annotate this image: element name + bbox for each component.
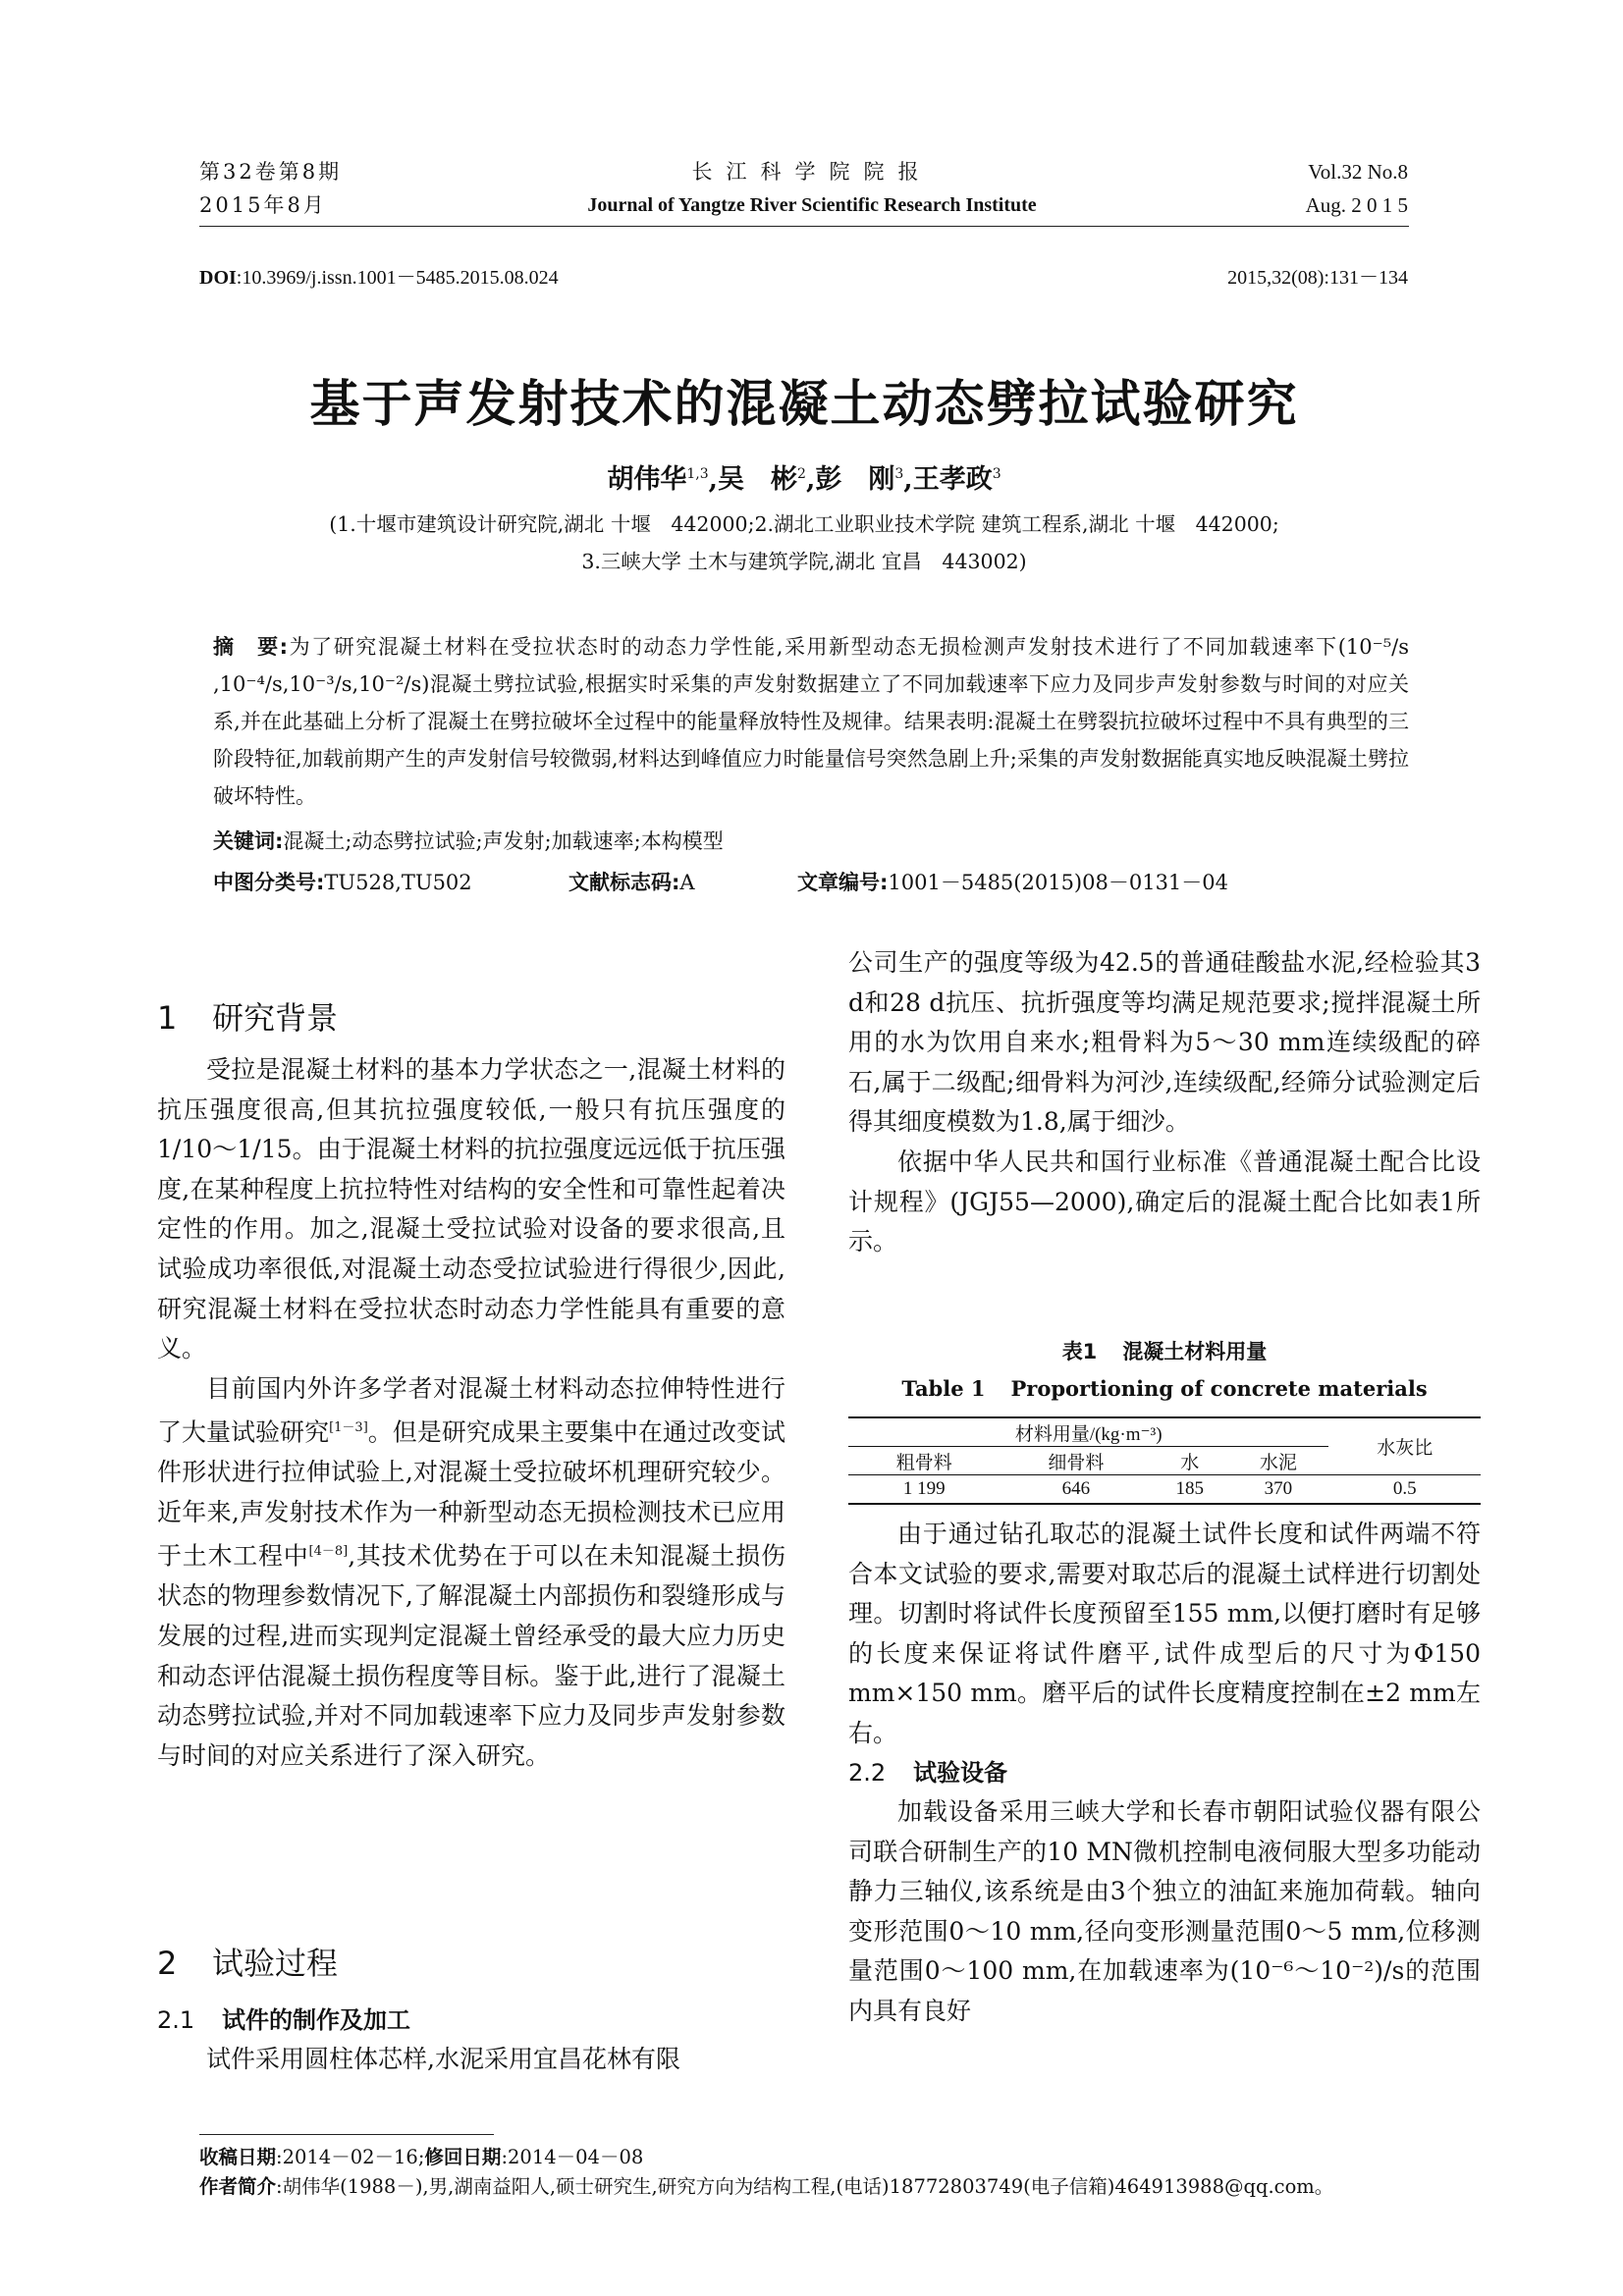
paragraph: 加载设备采用三峡大学和长春市朝阳试验仪器有限公司联合研制生产的10 MN微机控制电液伺服大型多功能动静力三轴仪,该系统是由3个独立的油缸来施加荷载。轴向变形范围0～10 mm,径向变形测量范围0～5 mm,位移测量范围0～100 mm,在加载速率为(10⁻⁶～10⁻²)/s的范围内具有良好 xyxy=(848,1797,1481,2025)
author: 王孝政 xyxy=(912,464,993,495)
header-rule xyxy=(199,226,1409,227)
table-cell: 0.5 xyxy=(1328,1475,1481,1505)
author-bio-label: 作者简介 xyxy=(199,2175,277,2198)
section-1-body xyxy=(157,1050,785,1776)
table-header: 粗骨料 xyxy=(848,1447,1001,1475)
citation: 2015,32(08):131－134 xyxy=(1227,267,1408,289)
doi-label: DOI xyxy=(199,267,237,289)
journal-name xyxy=(452,155,1172,222)
article-no-value: 1001－5485(2015)08－0131－04 xyxy=(888,871,1229,894)
received-label: 收稿日期 xyxy=(199,2146,277,2168)
date-en: Aug. 2 0 1 5 xyxy=(1305,193,1408,217)
revised-label: 修回日期 xyxy=(424,2146,502,2168)
affiliation-line: (1.十堰市建筑设计研究院,湖北 十堰 442000;2.湖北工业职业技术学院 建筑工程系,湖北 十堰 442000; xyxy=(329,512,1279,536)
received-date: :2014－02－16; xyxy=(276,2146,425,2168)
subsection-2-1-body xyxy=(157,2040,785,2080)
affiliations xyxy=(199,506,1409,580)
paragraph: 依据中华人民共和国行业标准《普通混凝土配合比设计规程》(JGJ55—2000),确定后的混凝土配合比如表1所示。 xyxy=(848,1147,1481,1256)
table-group-header: 材料用量/(kg·m⁻³) xyxy=(848,1417,1328,1447)
table-cell: 185 xyxy=(1152,1475,1227,1505)
section-number: 2 xyxy=(157,1945,178,1982)
subsection-2-1-heading xyxy=(157,2001,410,2035)
keywords-label: 关键词: xyxy=(213,829,284,853)
table-caption-zh: 表1 混凝土材料用量 xyxy=(1061,1340,1268,1363)
author-list: 胡伟华$^{1,3}$,吴 彬$^2$,彭 刚$^3$,王孝政$^3$ xyxy=(607,464,1001,495)
clc-label: 中图分类号: xyxy=(213,871,325,894)
abstract-label: 摘 要: xyxy=(213,635,289,659)
author: 胡伟华 xyxy=(607,464,687,495)
paragraph: 由于通过钻孔取芯的混凝土试件长度和试件两端不符合本文试验的要求,需要对取芯后的混凝土试样进行切割处理。切割时将试件长度预留至155 mm,以便打磨时有足够的长度来保证将试件磨平,试件成型后的尺寸为Φ150 mm×150 mm。磨平后的试件长度精度控制在±2 mm左右。 xyxy=(848,1520,1481,1747)
author-bio xyxy=(199,2172,1409,2202)
volume-issue-en: Vol.32 No.8 xyxy=(1308,160,1408,184)
table-caption-en: Table 1 Proportioning of concrete materials xyxy=(901,1376,1428,1401)
journal-name-zh: 长江科学院院报 xyxy=(691,160,933,184)
paragraph: 试件采用圆柱体芯样,水泥采用宜昌花林有限 xyxy=(206,2045,680,2073)
revised-date: :2014－04－08 xyxy=(501,2146,644,2168)
doi xyxy=(199,261,559,290)
journal-issue xyxy=(199,155,342,222)
author-affil-mark: 2 xyxy=(797,466,806,482)
paper-title: 基于声发射技术的混凝土动态劈拉试验研究 xyxy=(309,375,1299,434)
section-title: 研究背景 xyxy=(212,999,339,1037)
table-header: 水 xyxy=(1152,1447,1227,1475)
citation-ref: [1－3] xyxy=(329,1420,368,1436)
doc-code-value: A xyxy=(679,871,695,894)
footnote-rule xyxy=(199,2134,494,2135)
paragraph: 受拉是混凝土材料的基本力学状态之一,混凝土材料的抗压强度很高,但其抗拉强度较低,一般只有抗压强度的1/10～1/15。由于混凝土材料的抗拉强度远远低于抗压强度,在某种程度上抗拉特性对结构的安全性和可靠性起着决定性的作用。加之,混凝土受拉试验对设备的要求很高,且试验成功率很低,对混凝土动态受拉试验进行得很少,因此,研究混凝土材料在受拉状态时动态力学性能具有重要的意义。 xyxy=(157,1055,785,1363)
footnote xyxy=(199,2143,1409,2202)
article-no-label: 文章编号: xyxy=(797,871,889,894)
affiliation-line: 3.三峡大学 土木与建筑学院,湖北 宜昌 443002) xyxy=(581,550,1027,573)
table-cell: 370 xyxy=(1227,1475,1328,1505)
abstract-text: 为了研究混凝土材料在受拉状态时的动态力学性能,采用新型动态无损检测声发射技术进行了不同加载速率下(10⁻⁵/s ,10⁻⁴/s,10⁻³/s,10⁻²/s)混凝土劈拉试验,根据实时采集的声发射数据建立了不同加载速率下应力及同步声发射参数与时间的对应关系,并在此基础上分析了混凝土在劈拉破坏全过程中的能量释放特性及规律。结果表明:混凝土在劈裂抗拉破坏过程中不具有典型的三阶段特征,加载前期产生的声发射信号较微弱,材料达到峰值应力时能量信号突然急剧上升;采集的声发射数据能真实地反映混凝土劈拉破坏特性。 xyxy=(213,635,1409,808)
keywords-text: 混凝土;动态劈拉试验;声发射;加载速率;本构模型 xyxy=(283,829,724,853)
table-header: 水灰比 xyxy=(1328,1417,1481,1475)
citation-ref: [4－8] xyxy=(308,1544,349,1560)
section-1-heading xyxy=(157,993,338,1039)
keywords xyxy=(213,823,1409,860)
author-affil-mark: 1,3 xyxy=(686,466,709,482)
author: 彭 刚 xyxy=(815,464,895,495)
subsection-2-2-body xyxy=(848,1792,1481,2032)
doi-value: :10.3969/j.issn.1001－5485.2015.08.024 xyxy=(236,267,559,289)
section-number: 1 xyxy=(157,999,178,1037)
table-cell: 1 199 xyxy=(848,1475,1001,1505)
journal-volume xyxy=(1306,155,1408,222)
journal-name-en: Journal of Yangtze River Scientific Research Institute xyxy=(587,194,1037,216)
volume-issue-zh: 第32卷第8期 xyxy=(199,160,343,184)
clc-value: TU528,TU502 xyxy=(324,871,472,894)
classification-line xyxy=(213,864,1409,901)
date-zh: 2015年8月 xyxy=(199,193,327,217)
abstract xyxy=(213,628,1409,815)
subsection-2-2-heading xyxy=(848,1753,1007,1788)
doc-code-label: 文献标志码: xyxy=(568,871,680,894)
subsection-number: 2.2 xyxy=(848,1759,887,1787)
subsection-number: 2.1 xyxy=(157,2006,195,2034)
paragraph: 目前国内外许多学者对混凝土材料动态拉伸特性进行了大量试验研究[1－3]。但是研究成果主要集中在通过改变试件形状进行拉伸试验上,对混凝土受拉破坏机理研究较少。近年来,声发射技术作为一种新型动态无损检测技术已应用于土木工程中[4－8],其技术优势在于可以在未知混凝土损伤状态的物理参数情况下,了解混凝土内部损伤和裂缝形成与发展的过程,进而实现判定混凝土曾经承受的最大应力历史和动态评估混凝土损伤程度等目标。鉴于此,进行了混凝土动态劈拉试验,并对不同加载速率下应力及同步声发射参数与时间的对应关系进行了深入研究。 xyxy=(157,1373,785,1770)
author-bio-text: :胡伟华(1988－),男,湖南益阳人,硕士研究生,研究方向为结构工程,(电话)18772803749(电子信箱)464913988@qq.com。 xyxy=(276,2175,1334,2198)
author-affil-mark: 3 xyxy=(992,466,1001,482)
section-title: 试验过程 xyxy=(212,1945,339,1982)
table-cell: 646 xyxy=(1001,1475,1153,1505)
right-column-mid xyxy=(848,1515,1481,1754)
right-column-top xyxy=(848,943,1481,1262)
materials-table xyxy=(848,1416,1481,1505)
table-header: 水泥 xyxy=(1227,1447,1328,1475)
section-2-heading xyxy=(157,1939,338,1984)
subsection-title: 试验设备 xyxy=(913,1759,1007,1787)
table-header: 细骨料 xyxy=(1001,1447,1153,1475)
author-affil-mark: 3 xyxy=(894,466,904,482)
author: 吴 彬 xyxy=(718,464,798,495)
subsection-title: 试件的制作及加工 xyxy=(222,2006,410,2034)
paragraph: 公司生产的强度等级为42.5的普通硅酸盐水泥,经检验其3 d和28 d抗压、抗折强度等均满足规范要求;搅拌混凝土所用的水为饮用自来水;粗骨料为5～30 mm连续级配的碎石,属于二级配;细骨料为河沙,连续级配,经筛分试验测定后得其细度模数为1.8,属于细沙。 xyxy=(848,948,1481,1137)
dates-line xyxy=(199,2143,1409,2172)
